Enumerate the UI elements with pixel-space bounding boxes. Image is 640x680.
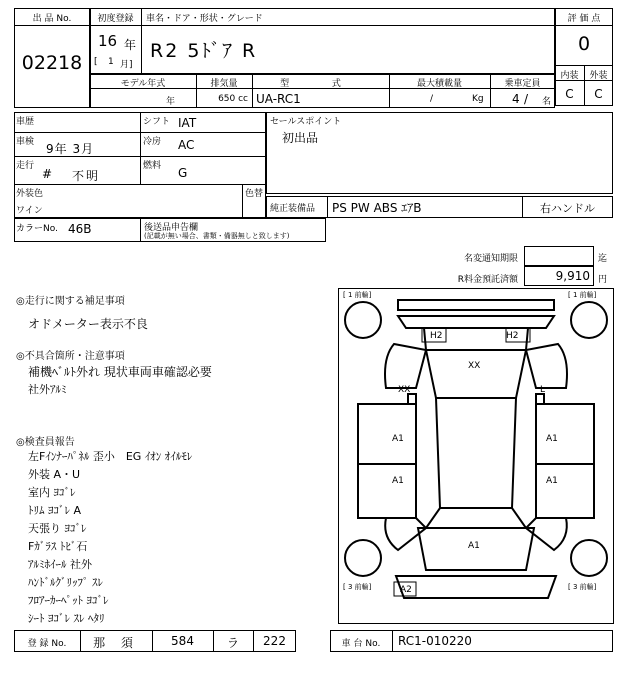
ac-label: 冷房 <box>143 137 162 147</box>
model-name-label: 車名・ドア・形状・グレード <box>146 14 263 24</box>
damage-mark: H2 <box>430 331 443 341</box>
color-value: ワイン <box>16 206 43 216</box>
chassis-number: RC1-010220 <box>398 634 472 648</box>
month-unit: 月] <box>120 60 133 70</box>
damage-mark: XX <box>468 361 481 371</box>
inspector-line: ﾊﾝﾄﾞﾙｸﾞﾘｯﾌﾟ ｽﾚ <box>28 576 103 589</box>
shift-value: IAT <box>178 116 197 130</box>
damage-mark: L <box>540 385 546 395</box>
model-name: R2 5ﾄﾞｱ R <box>150 40 258 62</box>
exterior-grade: C <box>594 87 603 101</box>
registration-number: 222 <box>263 634 286 648</box>
inspector-report-label: ◎検査員報告 <box>16 437 75 448</box>
model-year-unit: 年 <box>166 97 176 107</box>
first-registration-label: 初度登録 <box>97 14 134 24</box>
recycle-fee-value: 9,910 <box>555 269 590 283</box>
mileage-value: 不明 <box>72 169 101 183</box>
capacity-separator: / <box>524 92 529 106</box>
inspector-line: ｱﾙﾐﾎｲｰﾙ 社外 <box>28 558 92 571</box>
color-label: 外装色 <box>16 189 44 199</box>
chassis-label: 車 台 No. <box>341 639 381 649</box>
damage-mark: A1 <box>546 476 558 486</box>
grade-label: 評 価 点 <box>567 14 601 24</box>
inspection-value: 9年 3月 <box>46 142 95 156</box>
recycle-fee-label: R料金預託済額 <box>457 275 518 285</box>
repaint-label: 色替 <box>245 189 264 199</box>
after-delivery-label: 後送品申告欄 <box>144 223 199 233</box>
model-type: UA-RC1 <box>256 92 301 106</box>
inspector-line: Fｶﾞﾗｽ ﾄﾋﾞ石 <box>28 540 88 553</box>
damage-mark: A2 <box>400 585 412 595</box>
transfer-deadline-unit: 迄 <box>598 254 608 264</box>
ac-value: AC <box>178 138 195 152</box>
interior-label: 内装 <box>560 71 579 81</box>
tire-rear-right-label: [ 3 前輪] <box>568 583 597 591</box>
interior-grade: C <box>565 87 574 101</box>
mileage-hash: # <box>42 167 53 181</box>
load-label: 最大積載量 <box>416 79 462 89</box>
defect-line: 補機ﾍﾞﾙﾄ外れ 現状車両車確認必要 <box>28 365 212 379</box>
damage-mark: H2 <box>506 331 519 341</box>
capacity-value: 4 <box>512 92 520 106</box>
color-number-value: 46B <box>68 222 92 236</box>
inspector-line: 外装 A・U <box>28 468 81 481</box>
sales-point-value: 初出品 <box>282 131 319 145</box>
defect-line: 社外ｱﾙﾐ <box>28 383 67 396</box>
registration-region: 那 須 <box>93 636 139 650</box>
load-unit: Kg <box>472 94 484 104</box>
displacement-value: 650 cc <box>218 94 248 104</box>
displacement-label: 排気量 <box>210 79 238 89</box>
inspector-line: 左Fｲﾝﾅｰﾊﾟﾈﾙ 歪小 EG ｲｵﾝ ｵｲﾙﾓﾚ <box>28 450 193 463</box>
inspector-line: ﾌﾛｱｰｶｰﾍﾟｯﾄ ﾖｺﾞﾚ <box>28 594 109 607</box>
capacity-unit: 名 <box>542 97 552 107</box>
load-value: / <box>430 94 434 104</box>
running-notes-label: ◎走行に関する補足事項 <box>16 296 125 307</box>
inspector-line: ｼｰﾄ ﾖｺﾞﾚ ｽﾚ ﾍﾀﾘ <box>28 612 105 625</box>
model-year-label: モデル年式 <box>120 79 166 89</box>
shift-label: シフト <box>143 117 171 127</box>
transfer-deadline-label: 名変通知期限 <box>463 254 518 264</box>
inspection-label: 車検 <box>16 137 35 147</box>
damage-mark: A1 <box>468 541 480 551</box>
registration-month: 1 <box>108 57 114 67</box>
exterior-label: 外装 <box>589 71 608 81</box>
type-label: 型 式 <box>280 79 361 89</box>
tire-front-right-label: [ 1 前輪] <box>568 291 597 299</box>
defects-label: ◎不具合箇所・注意事項 <box>16 351 125 362</box>
lot-number-label: 出 品 No. <box>32 14 72 24</box>
damage-mark: A1 <box>392 434 404 444</box>
damage-mark: XX <box>398 385 411 395</box>
sales-point-label: セールスポイント <box>270 117 342 127</box>
fuel-value: G <box>178 166 188 180</box>
damage-mark: A1 <box>546 434 558 444</box>
inspector-line: 室内 ﾖｺﾞﾚ <box>28 486 76 499</box>
running-notes-value: オドメーター表示不良 <box>28 317 148 331</box>
history-label: 車歴 <box>16 117 35 127</box>
inspector-line: 天張り ﾖｺﾞﾚ <box>28 522 87 535</box>
tire-rear-left-label: [ 3 前輪] <box>343 583 372 591</box>
equipment-label: 純正装備品 <box>270 204 316 214</box>
registration-label: 登 録 No. <box>27 639 67 649</box>
damage-mark: A1 <box>392 476 404 486</box>
car-outline <box>338 288 614 624</box>
color-number-label: カラーNo. <box>16 224 58 234</box>
transfer-deadline-box <box>524 246 594 266</box>
after-delivery-note: (記載が無い場合、書類・備器無しと致します) <box>144 232 290 240</box>
tire-front-left-label: [ 1 前輪] <box>343 291 372 299</box>
lot-number: 02218 <box>21 52 83 74</box>
grade-value: 0 <box>577 33 591 55</box>
registration-kana: ラ <box>226 636 239 650</box>
recycle-fee-unit: 円 <box>598 275 608 285</box>
registration-class: 584 <box>171 634 194 648</box>
registration-year: 16 <box>98 32 118 50</box>
capacity-label: 乗車定員 <box>504 79 541 89</box>
year-unit: 年 <box>124 38 137 52</box>
month-bracket: [ <box>94 57 98 67</box>
inspector-line: ﾄﾘﾑ ﾖｺﾞﾚ A <box>28 504 82 517</box>
fuel-label: 燃料 <box>143 161 162 171</box>
steering-value: 右ハンドル <box>540 202 595 215</box>
equipment-value: PS PW ABS ｴｱB <box>332 201 422 215</box>
mileage-label: 走行 <box>16 161 35 171</box>
